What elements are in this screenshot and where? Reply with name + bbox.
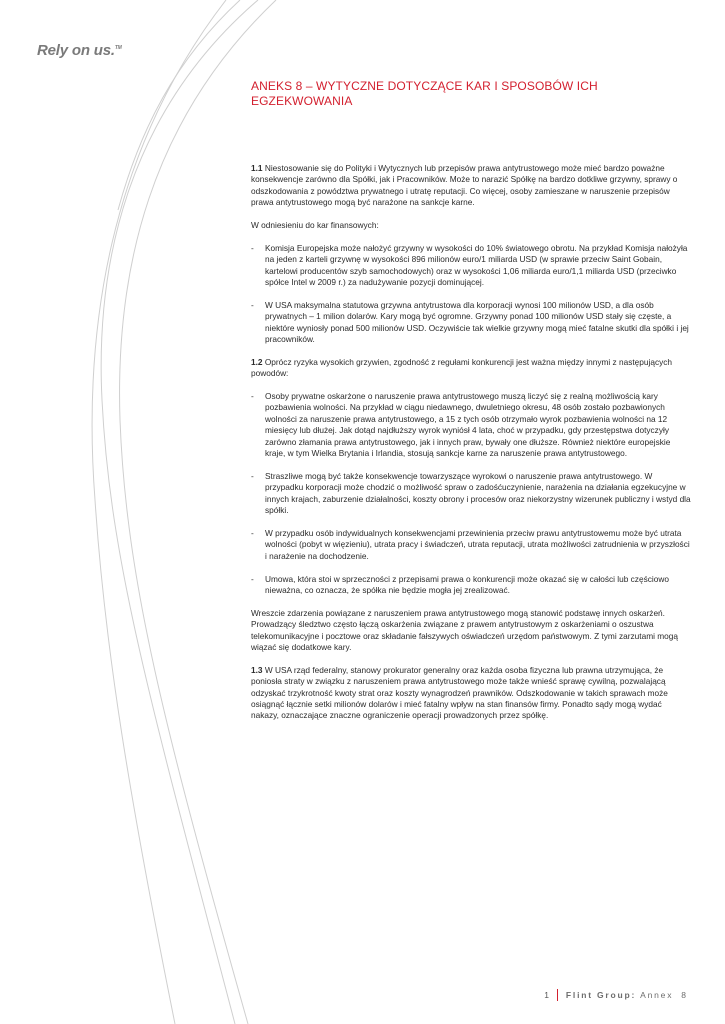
footer-divider: [557, 989, 558, 1001]
list-item: - Straszliwe mogą być także konsekwencje towarzyszące wyrokowi o naruszenie prawa antytrustowego. W przypadku korporacji może chodzić o możliwość spraw o zadośćuczynienie, narażenia na działania egzekucyjne w innych krajach, zaburzenie działalności, koszty obrony i procesów oraz niekorzystny wizerunek publiczny i wstyd dla spółki.: [251, 470, 691, 516]
paragraph-closing: Wreszcie zdarzenia powiązane z naruszeniem prawa antytrustowego mogą stanowić podstawę innych oskarżeń. Prowadzący śledztwo często łączą oskarżenia związane z prawem antytrustowym z oskarżeniami o oszustwa telekomunikacyjne i pocztowe oraz składanie fałszywych oświadczeń urzędom państwowym. Z tymi zarzutami mogą wiązać się dodatkowe kary.: [251, 607, 679, 652]
page-number: 1: [544, 990, 549, 1000]
list-item: - Umowa, która stoi w sprzeczności z przepisami prawa o konkurencji może okazać się w całości lub częściowo nieważna, co oznacza, że spółka nie będzie mogła jej zrealizować.: [251, 573, 669, 595]
list-item: - Komisja Europejska może nałożyć grzywny w wysokości do 10% światowego obrotu. Na przykład Komisja nałożyła na jeden z karteli grzywnę w wysokości 896 milionów euro/1 miliarda USD (w sprawie przeciw Saint Gobain, kartelowi producentów szyb samochodowych) oraz w wysokości 1,06 miliarda euro/1,1 miliarda USD (przeciwko spółce Intel w 2009 r.) za nadużywanie pozycji dominującej.: [251, 242, 688, 288]
paragraph-1-3: 1.3 W USA rząd federalny, stanowy prokurator generalny oraz każda osoba fizyczna lub prawna utrzymująca, że poniosła straty w związku z naruszeniem prawa antytrustowego może także wnieść sprawę cywilną, pozwalającą odzyskać trzykrotność kwoty strat oraz koszty wynagrodzeń prawników. Odszkodowanie w takich sprawach może osiągnąć łącznie setki milionów dolarów i mieć fatalny wpływ na stan finansów firmy. Ponadto sądy mogą wydać nakazy, oznaczające znaczne ograniczenie operacji prowadzonych przez spółkę.: [251, 664, 668, 721]
document-body: [251, 79, 691, 733]
page-footer: [544, 989, 686, 1001]
footer-annex-label: Annex: [640, 990, 674, 1000]
footer-brand: Flint Group:: [565, 990, 637, 1000]
list-item: - W przypadku osób indywidualnych konsekwencjami przewinienia przeciw prawu antytrustowemu może być utrata wolności (pobyt w więzieniu), utrata pracy i świadczeń, utrata reputacji, utrata możliwości zatrudnienia w przyszłości i narażenie na dochodzenie.: [251, 527, 690, 561]
list-item: - Osoby prywatne oskarżone o naruszenie prawa antytrustowego muszą liczyć się z realną możliwością kary pozbawienia wolności. Na przykład w ciągu niedawnego, dwuletniego okresu, 48 osób zostało pozbawionych wolności za naruszenie prawa antytrustowego, a 15 z tych osób otrzymało wyrok pozbawienia wolności na 12 miesięcy lub dłużej. Jak dotąd najdłuższy wyrok wyniósł 4 lata, choć w przypadku, gdy przestępstwa dotyczyły zarówno złamania prawa antytrustowego, jak i innych praw, bywały one dłuższe. Również niektóre europejskie kraje, w tym Wielka Brytania i Irlandia, stosują sankcje karne za naruszenie prawa antytrustowego.: [251, 391, 671, 459]
list-item: - W USA maksymalna statutowa grzywna antytrustowa dla korporacji wynosi 100 milionów USD, a dla osób prywatnych – 1 milion dolarów. Kary mogą być ogromne. Grzywny ponad 100 milionów USD stały się częste, a niektóre wyniosły ponad 500 milionów USD. Oczywiście tak wielkie grzywny mogą mieć fatalne skutki dla spółki i jej pracowników.: [251, 299, 689, 345]
footer-annex-number: 8: [681, 990, 686, 1000]
paragraph-financial-intro: W odniesieniu do kar finansowych:: [251, 220, 379, 231]
page-title: ANEKS 8 – WYTYCZNE DOTYCZĄCE KAR I SPOSOBÓW ICH EGZEKWOWANIA: [251, 79, 598, 108]
brand-tagline: Rely on us.™: [37, 42, 122, 59]
paragraph-1-2: 1.2 Oprócz ryzyka wysokich grzywien, zgodność z regułami konkurencji jest ważna między innymi z następujących powodów:: [251, 356, 673, 379]
paragraph-1-1: 1.1 Niestosowanie się do Polityki i Wytycznych lub przepisów prawa antytrustowego może mieć bardzo poważne konsekwencje zarówno dla Spółki, jak i Pracowników. Może to narazić Spółkę na bardzo dotkliwe grzywny, sprawy o odszkodowania z powództwa prywatnego i utratę reputacji. Co więcej, osoby zamieszane w naruszenie przepisów prawa antytrustowego mogą być narażone na sankcje karne.: [251, 163, 678, 208]
